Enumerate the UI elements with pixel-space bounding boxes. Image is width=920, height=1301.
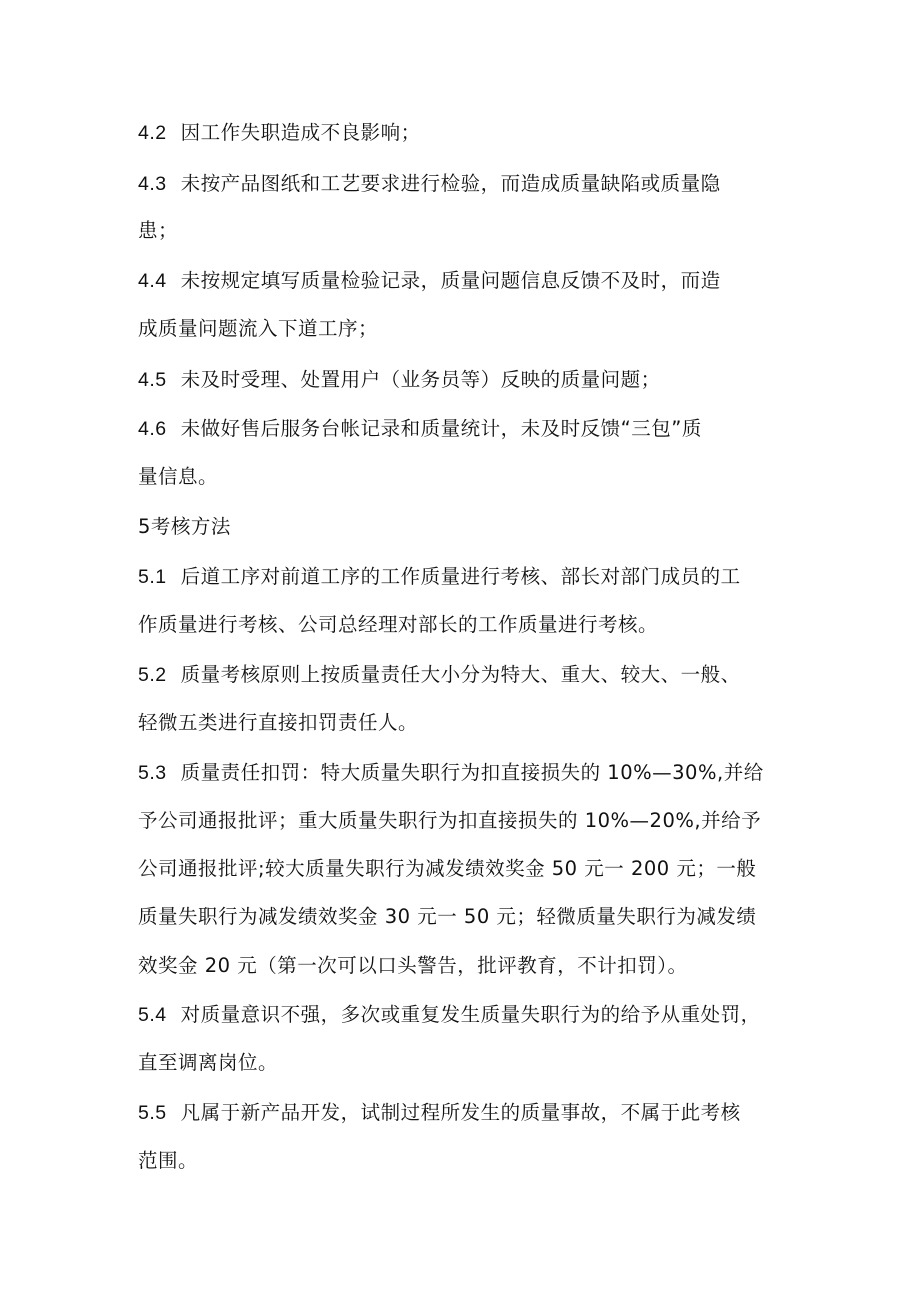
clause-4-2 <box>138 120 421 146</box>
clause-5-1-continued <box>138 612 658 638</box>
clause-number: 5.2 <box>138 664 167 686</box>
clause-text: 成质量问题流入下道工序； <box>138 317 379 340</box>
clause-text: 未按规定填写质量检验记录，质量问题信息反馈不及时，而造 <box>180 269 721 292</box>
clause-text: 患； <box>138 219 179 242</box>
clause-text: 效奖金 20 元（第一次可以口头警告，批评教育，不计扣罚）。 <box>138 954 688 977</box>
clause-text: 轻微五类进行直接扣罚责任人。 <box>138 711 419 734</box>
clause-5-4 <box>138 1002 761 1028</box>
clause-number: 5.4 <box>138 1004 167 1026</box>
clause-number: 5.1 <box>138 566 167 588</box>
clause-5-4-continued <box>138 1050 278 1076</box>
clause-text: 对质量意识不强，多次或重复发生质量失职行为的给予从重处罚， <box>180 1003 761 1026</box>
clause-text: 公司通报批评;较大质量失职行为减发绩效奖金 50 元一 200 元；一般 <box>138 857 757 880</box>
clause-text: 后道工序对前道工序的工作质量进行考核、部长对部门成员的工 <box>180 565 741 588</box>
clause-number: 5.5 <box>138 1102 167 1124</box>
clause-5-3 <box>138 760 764 786</box>
clause-4-4 <box>138 268 721 294</box>
clause-5-3-continued-2 <box>138 856 756 882</box>
section-heading: 5考核方法 <box>138 515 231 538</box>
clause-text: 直至调离岗位。 <box>138 1051 279 1074</box>
clause-5-5 <box>138 1100 741 1126</box>
clause-5-1 <box>138 564 741 590</box>
clause-4-6-continued <box>138 464 218 490</box>
clause-number: 4.3 <box>138 173 167 195</box>
clause-text: 作质量进行考核、公司总经理对部长的工作质量进行考核。 <box>138 613 659 636</box>
clause-text: 范围。 <box>138 1149 199 1172</box>
clause-text: 未及时受理、处置用户（业务员等）反映的质量问题； <box>180 368 661 391</box>
clause-5-2-continued <box>138 710 418 736</box>
section-heading-5 <box>138 514 231 540</box>
clause-number: 4.5 <box>138 369 167 391</box>
clause-text: 未做好售后服务台帐记录和质量统计，未及时反馈“三包”质 <box>180 417 702 440</box>
clause-4-4-continued <box>138 316 378 342</box>
clause-text: 量信息。 <box>138 465 219 488</box>
clause-5-5-continued <box>138 1148 198 1174</box>
clause-4-6 <box>138 416 702 442</box>
clause-5-3-continued-3 <box>138 904 756 930</box>
clause-text: 质量责任扣罚：特大质量失职行为扣直接损失的 10%—30%,并给 <box>180 761 764 784</box>
clause-number: 4.4 <box>138 270 167 292</box>
clause-4-3 <box>138 171 721 197</box>
clause-text: 予公司通报批评；重大质量失职行为扣直接损失的 10%—20%,并给予 <box>138 809 762 832</box>
clause-number: 4.2 <box>138 122 167 144</box>
clause-5-2 <box>138 662 741 688</box>
clause-text: 质量考核原则上按质量责任大小分为特大、重大、较大、一般、 <box>180 663 741 686</box>
clause-text: 因工作失职造成不良影响； <box>180 121 421 144</box>
clause-5-3-continued-1 <box>138 808 761 834</box>
clause-text: 质量失职行为减发绩效奖金 30 元一 50 元；轻微质量失职行为减发绩 <box>138 905 757 928</box>
clause-text: 未按产品图纸和工艺要求进行检验，而造成质量缺陷或质量隐 <box>180 172 721 195</box>
clause-5-3-continued-4 <box>138 953 687 979</box>
clause-4-3-continued <box>138 218 178 244</box>
clause-text: 凡属于新产品开发，试制过程所发生的质量事故，不属于此考核 <box>180 1101 741 1124</box>
clause-number: 4.6 <box>138 418 167 440</box>
clause-number: 5.3 <box>138 762 167 784</box>
clause-4-5 <box>138 367 661 393</box>
